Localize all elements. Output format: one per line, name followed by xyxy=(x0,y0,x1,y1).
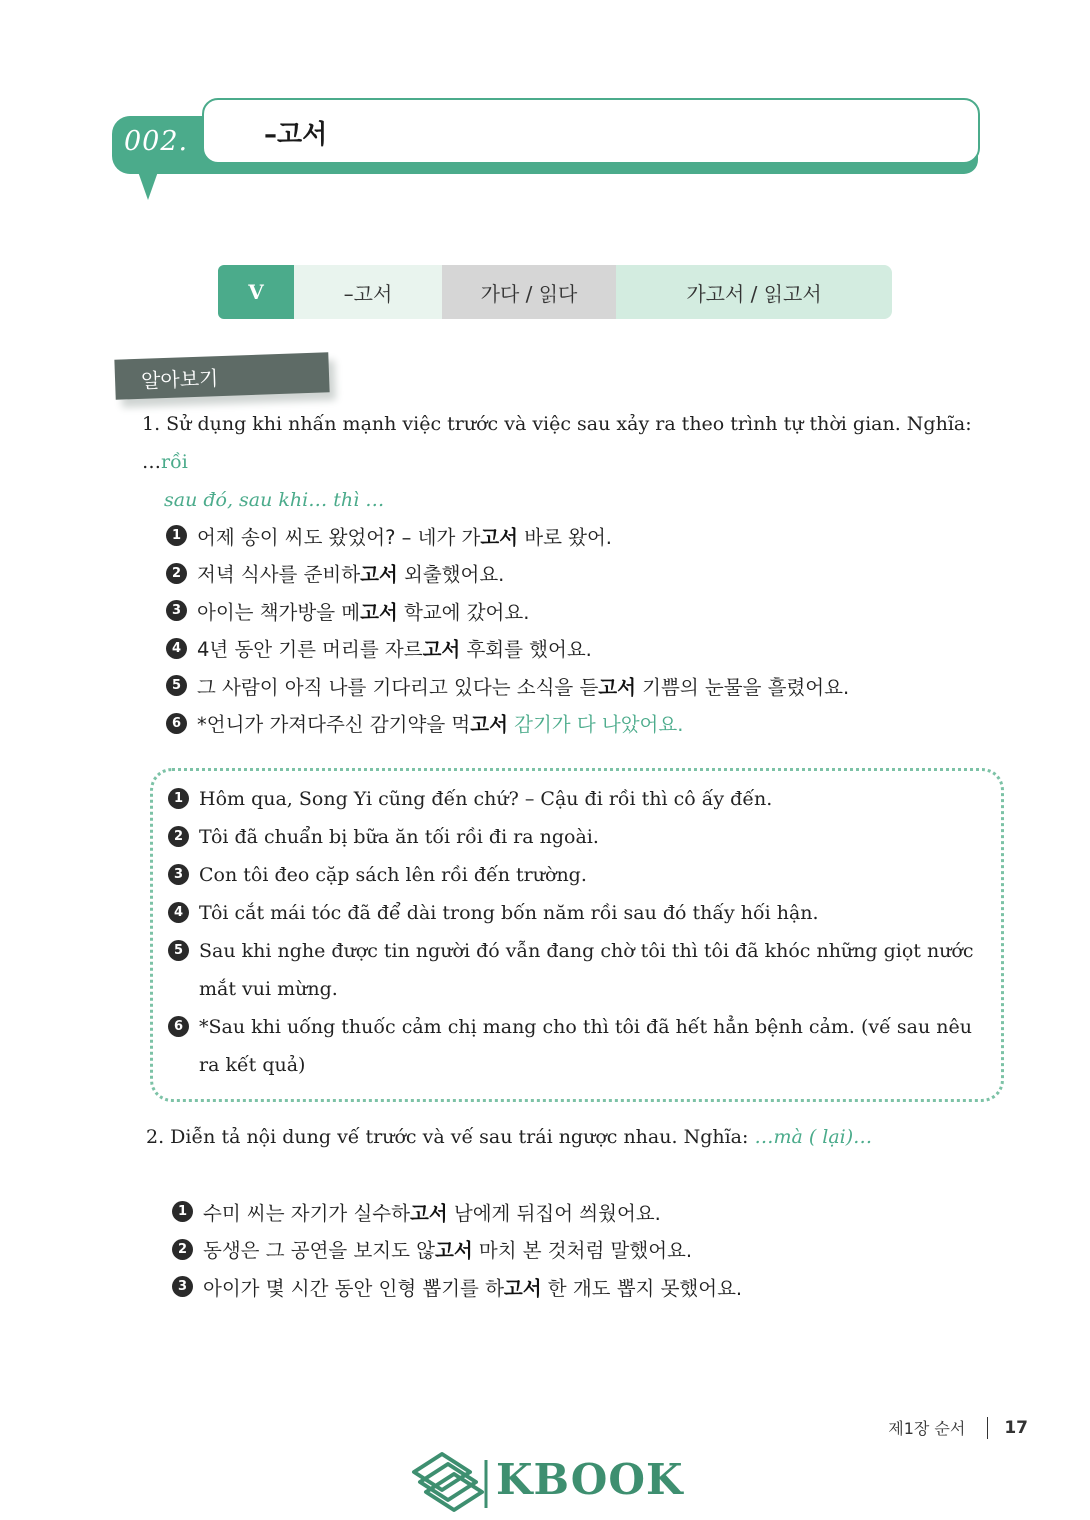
list-item: 1 어제 송이 씨도 왔었어? – 네가 가 고서 바로 왔어. xyxy=(166,517,849,555)
formula-result: 가고서 / 읽고서 xyxy=(616,265,892,319)
section-tab-label: 알아보기 xyxy=(140,366,219,393)
translation-list xyxy=(168,780,988,1084)
list-item: 4 4년 동안 기른 머리를 자르 고서 후회를 했어요. xyxy=(166,630,849,668)
list-item: 1 Hôm qua, Song Yi cũng đến chứ? – Cậu đi rồi thì cô ấy đến. xyxy=(168,780,988,818)
page-number: 17 xyxy=(1004,1417,1028,1438)
list-item: 6 *언니가 가져다주신 감기약을 먹 고서 감기가 다 나았어요. xyxy=(166,705,849,743)
section1-example-list xyxy=(166,517,849,742)
number-badge: 3 xyxy=(168,864,189,885)
number-badge: 4 xyxy=(168,902,189,923)
section1-intro xyxy=(142,405,992,519)
number-badge: 2 xyxy=(168,826,189,847)
list-item: 3 Con tôi đeo cặp sách lên rồi đến trường. xyxy=(168,856,988,894)
result-clause: 감기가 다 나았어요. xyxy=(514,713,684,737)
number-badge: 3 xyxy=(166,600,187,621)
section2-meaning: …mà ( lại)… xyxy=(754,1126,873,1148)
lesson-number: 002. xyxy=(124,126,189,157)
header-title-box xyxy=(202,98,980,164)
lesson-header xyxy=(112,96,980,206)
list-item: 3 아이가 몇 시간 동안 인형 뽑기를 하 고서 한 개도 뽑지 못했어요. xyxy=(172,1268,742,1306)
number-badge: 5 xyxy=(168,940,189,961)
list-item: 2 동생은 그 공연을 보지도 않 고서 마치 본 것처럼 말했어요. xyxy=(172,1231,742,1269)
section2-example-list xyxy=(172,1193,742,1306)
formula-suffix: –고서 xyxy=(294,265,442,319)
lesson-title: –고서 xyxy=(264,120,328,150)
section-tab xyxy=(114,352,329,399)
number-badge: 1 xyxy=(168,788,189,809)
number-badge: 5 xyxy=(166,675,187,696)
number-badge: 3 xyxy=(172,1276,193,1297)
header-tail xyxy=(136,166,160,200)
kbook-logo xyxy=(408,1442,683,1516)
list-item: 4 Tôi cắt mái tóc đã để dài trong bốn năm rồi sau đó thấy hối hận. xyxy=(168,894,988,932)
chapter-label: 제1장 순서 xyxy=(888,1419,966,1438)
number-badge: 1 xyxy=(166,525,187,546)
section2-intro xyxy=(146,1118,996,1156)
list-item: 5 Sau khi nghe được tin người đó vẫn đang chờ tôi thì tôi đã khóc những giọt nước mắt vui mừng. xyxy=(168,932,988,1008)
number-badge: 1 xyxy=(172,1201,193,1222)
section1-meaning-a: rồi xyxy=(161,451,188,473)
number-badge: 6 xyxy=(166,713,187,734)
formula-verb-tag: V xyxy=(218,265,294,319)
logo-text: KBOOK xyxy=(496,1454,684,1504)
section1-intro-text: 1. Sử dụng khi nhấn mạnh việc trước và việc sau xảy ra theo trình tự thời gian. Nghĩa: … xyxy=(142,413,972,473)
page-footer xyxy=(888,1416,1028,1439)
footer-divider xyxy=(987,1417,988,1439)
number-badge: 2 xyxy=(166,563,187,584)
list-item: 2 저녁 식사를 준비하 고서 외출했어요. xyxy=(166,555,849,593)
formula-base: 가다 / 읽다 xyxy=(442,265,616,319)
number-badge: 2 xyxy=(172,1239,193,1260)
list-item: 1 수미 씨는 자기가 실수하 고서 남에게 뒤집어 씌웠어요. xyxy=(172,1193,742,1231)
book-logo-icon xyxy=(408,1442,490,1516)
number-badge: 4 xyxy=(166,638,187,659)
section2-intro-text: 2. Diễn tả nội dung vế trước và vế sau trái ngược nhau. Nghĩa: xyxy=(146,1126,755,1148)
section1-meaning-b: sau đó, sau khi… thì … xyxy=(164,489,385,511)
list-item: 6 *Sau khi uống thuốc cảm chị mang cho thì tôi đã hết hẳn bệnh cảm. (vế sau nêu ra kết quả) xyxy=(168,1008,988,1084)
list-item: 5 그 사람이 아직 나를 기다리고 있다는 소식을 듣 고서 기쁨의 눈물을 흘렸어요. xyxy=(166,667,849,705)
list-item: 2 Tôi đã chuẩn bị bữa ăn tối rồi đi ra ngoài. xyxy=(168,818,988,856)
grammar-formula xyxy=(218,265,892,319)
number-badge: 6 xyxy=(168,1016,189,1037)
list-item: 3 아이는 책가방을 메 고서 학교에 갔어요. xyxy=(166,592,849,630)
